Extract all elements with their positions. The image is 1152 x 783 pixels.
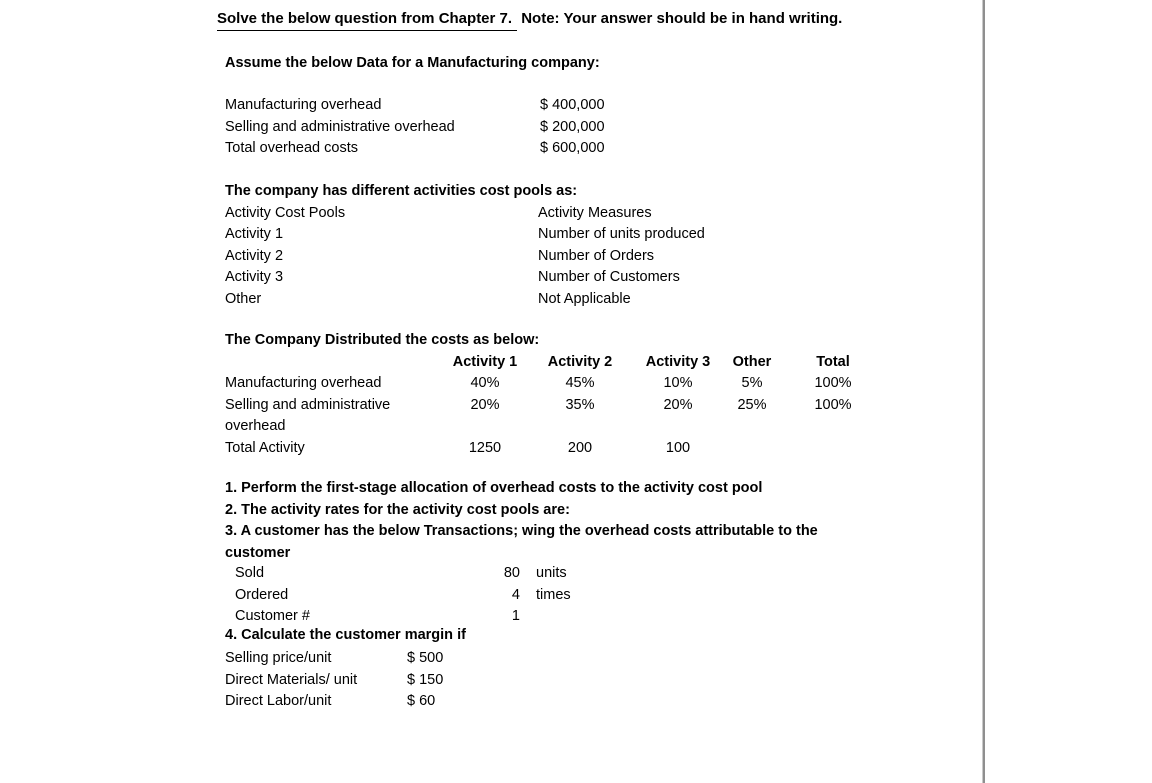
title-underlined-part: Solve the below question from Chapter 7. xyxy=(217,8,517,31)
unit-cost-label: Direct Labor/unit xyxy=(225,693,332,709)
overhead-label: Selling and administrative overhead xyxy=(225,118,455,135)
pool-name: Activity 2 xyxy=(225,247,284,264)
pool-measure: Not Applicable xyxy=(538,290,631,307)
question-4: 4. Calculate the customer margin if xyxy=(225,627,466,643)
dist-cell: 5% xyxy=(741,375,763,391)
unit-cost-label: Selling price/unit xyxy=(225,650,332,666)
pools-table xyxy=(225,203,705,311)
transaction-unit xyxy=(520,606,571,628)
question-1: 1. Perform the first-stage allocation of overhead costs to the activity cost pool xyxy=(225,480,763,496)
unit-cost-value: $ 500 xyxy=(407,650,444,666)
pools-col2-header: Activity Measures xyxy=(538,204,652,221)
intro-heading: Assume the below Data for a Manufacturing company: xyxy=(225,55,600,71)
pool-measure: Number of Orders xyxy=(538,247,655,264)
dist-row-label: Manufacturing overhead xyxy=(225,375,382,391)
transaction-unit: units xyxy=(536,565,567,581)
dist-cell: 20% xyxy=(470,396,500,413)
question-2: 2. The activity rates for the activity cost pools are: xyxy=(225,501,570,518)
dist-col-header: Activity 1 xyxy=(452,353,518,370)
dist-cell: 100% xyxy=(814,375,852,391)
assignment-title xyxy=(217,8,842,31)
pool-name: Activity 1 xyxy=(225,226,284,242)
dist-cell: 20% xyxy=(663,396,693,413)
question-3: 3. A customer has the below Transactions; wing the overhead costs attributable to the customer xyxy=(225,523,818,561)
overhead-value: $ 400,000 xyxy=(540,97,605,113)
pool-measure: Number of Customers xyxy=(538,269,680,285)
dist-cell: 100 xyxy=(665,439,691,456)
questions-list xyxy=(225,478,880,564)
overhead-value: $ 200,000 xyxy=(540,118,605,135)
dist-cell xyxy=(778,438,888,460)
dist-col-header: Other xyxy=(732,353,772,370)
pool-name: Activity 3 xyxy=(225,269,284,285)
unit-cost-label: Direct Materials/ unit xyxy=(225,671,358,688)
pool-name: Other xyxy=(225,290,262,307)
dist-col-header: Activity 3 xyxy=(645,353,711,370)
transaction-value: 1 xyxy=(511,608,520,624)
transaction-unit: times xyxy=(536,586,571,603)
pools-section-heading: The company has different activities cost pools as: xyxy=(225,183,578,199)
pools-col1-header: Activity Cost Pools xyxy=(225,204,346,221)
overhead-summary-table xyxy=(225,95,605,160)
dist-col-header: Activity 2 xyxy=(547,353,613,370)
distribution-heading: The Company Distributed the costs as below: xyxy=(225,332,540,348)
dist-row-label: Selling and administrative overhead xyxy=(225,396,391,434)
transaction-label: Ordered xyxy=(235,586,289,603)
transactions-table xyxy=(235,563,571,628)
dist-cell: 45% xyxy=(565,375,595,391)
overhead-label: Manufacturing overhead xyxy=(225,97,382,113)
transaction-value: 80 xyxy=(503,565,520,581)
dist-row-label: Total Activity xyxy=(225,439,305,456)
transaction-label: Sold xyxy=(235,565,265,581)
dist-cell: 40% xyxy=(470,375,500,391)
overhead-value: $ 600,000 xyxy=(540,140,605,156)
dist-cell: 35% xyxy=(565,396,595,413)
transaction-label: Customer # xyxy=(235,608,310,624)
dist-cell: 200 xyxy=(567,439,593,456)
transaction-value: 4 xyxy=(511,586,520,603)
distribution-section xyxy=(225,330,888,459)
unit-cost-value: $ 60 xyxy=(407,693,436,709)
dist-col-header: Total xyxy=(816,353,850,370)
pool-measure: Number of units produced xyxy=(538,226,705,242)
pools-section xyxy=(225,181,705,310)
title-note-part: Note: Your answer should be in hand writing. xyxy=(521,10,843,27)
dist-cell: 100% xyxy=(814,396,852,413)
page-edge-divider xyxy=(982,0,985,783)
dist-cell: 25% xyxy=(737,396,767,413)
dist-cell: 10% xyxy=(663,375,693,391)
overhead-label: Total overhead costs xyxy=(225,140,358,156)
dist-cell xyxy=(726,438,778,460)
dist-cell: 1250 xyxy=(468,439,502,456)
dist-corner-cell xyxy=(225,352,440,374)
unit-costs-table xyxy=(225,648,443,713)
unit-cost-value: $ 150 xyxy=(407,671,444,688)
distribution-table xyxy=(225,352,888,460)
